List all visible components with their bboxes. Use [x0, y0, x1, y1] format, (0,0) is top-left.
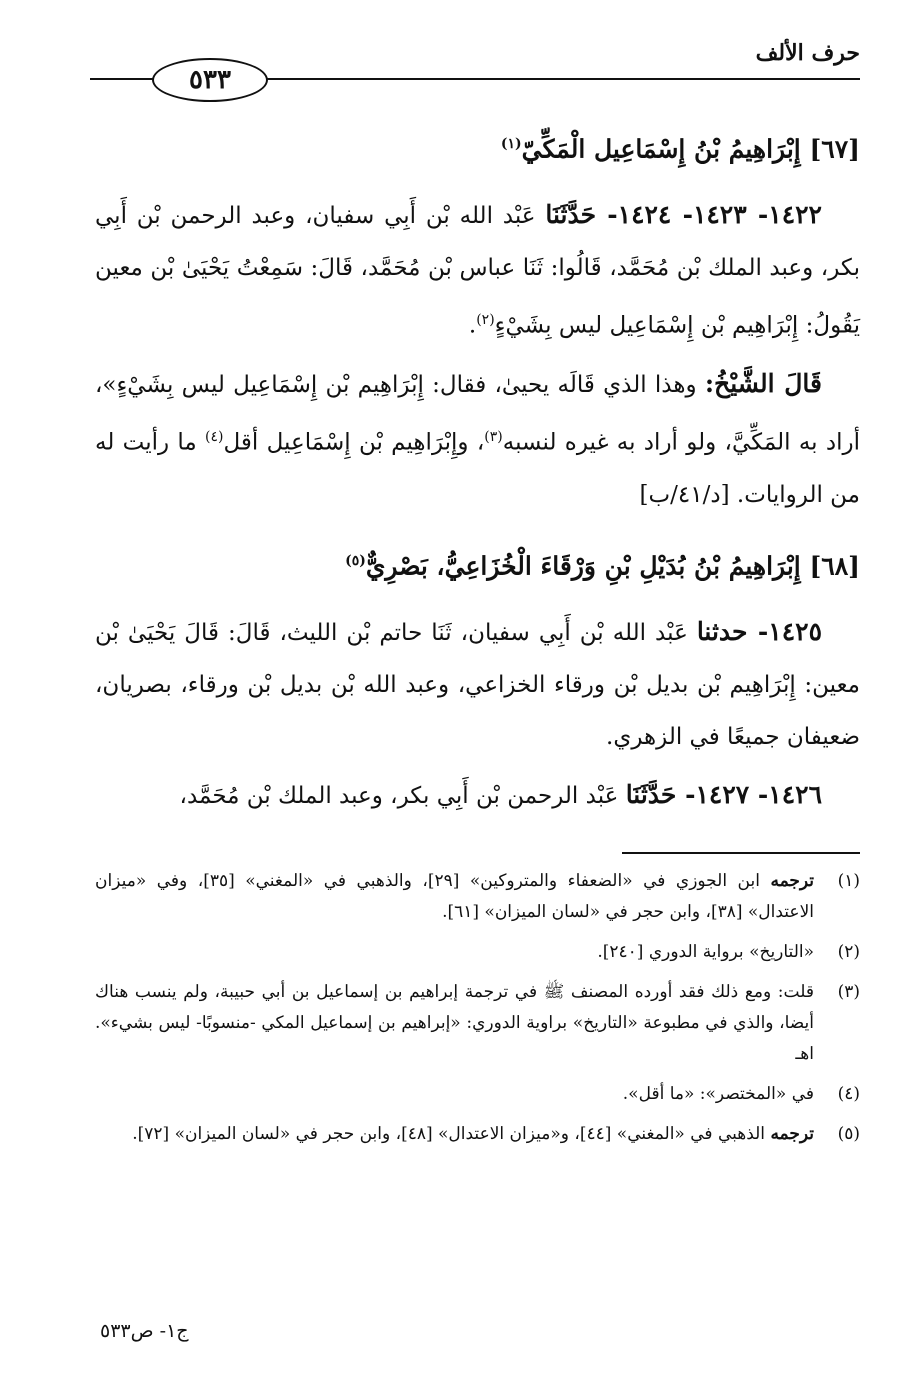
entry-heading: [٦٧] إِبْرَاهِيمُ بْنُ إِسْمَاعِيل الْمَكِّيّ$^{(١)}$: [500, 134, 860, 164]
footnote-number: (٣): [837, 982, 860, 1002]
narration-paragraph: ١٤٢٥- حدثنا عَبْد الله بْن أَبِي سفيان، ثَنَا حاتم بْن الليث، قَالَ: قَالَ يَحْيَىٰ بْن معين: إِبْرَاهِيم بْن بديل بْن ورقاء الخزاعي، وعبد الله بْن بديل بْن ورقاء، بصريان، ضعيفان جميعًا في الزهري.: [95, 616, 860, 750]
footnote-number: (٢): [837, 942, 860, 962]
narration-paragraph: ١٤٢٢- ١٤٢٣- ١٤٢٤- حَدَّثَنَا عَبْد الله بْن أَبِي سفيان، وعبد الرحمن بْن أَبِي بكر، وعبد الملك بْن مُحَمَّد، قَالُوا: ثَنَا عباس بْن مُحَمَّد، قَالَ: سَمِعْتُ يَحْيَىٰ بْن معين يَقُولُ: إِبْرَاهِيم بْن إِسْمَاعِيل ليس بِشَيْءٍ$^{(٢)}$.: [95, 200, 860, 339]
footnote: (٢) «التاريخ» برواية الدوري [٢٤٠].: [95, 937, 860, 968]
footnote: (١) ترجمه ابن الجوزي في «الضعفاء والمتروكين» [٢٩]، والذهبي في «المغني» [٣٥]، وفي «ميزان الاعتدال» [٣٨]، وابن حجر في «لسان الميزان» [٦١].: [95, 866, 860, 928]
footnote-number: (٤): [837, 1084, 860, 1104]
footnote-ref: (٣): [484, 428, 503, 445]
footnote-separator: [622, 852, 860, 854]
footnote: (٣) قلت: ومع ذلك فقد أورده المصنف ﷺ في ترجمة إبراهيم بن إسماعيل بن أبي حبيبة، ولم ينسب هناك أيضا، والذي في مطبوعة «التاريخ» براوية الدوري: «إبراهيم بن إسماعيل المكي -منسوبًا- ليس بشيء». اهـ: [95, 977, 860, 1070]
footnote-number: (١): [837, 871, 860, 891]
page-number: ٥٣٣: [189, 65, 231, 95]
main-text: [95, 118, 860, 828]
page-header: [90, 40, 860, 100]
hadith-number: ١٤٢٢- ١٤٢٣- ١٤٢٤- حَدَّثَنَا: [545, 200, 822, 230]
footnote-number: (٥): [837, 1124, 860, 1144]
hadith-number: ١٤٢٦- ١٤٢٧- حَدَّثَنَا: [625, 779, 822, 809]
running-title: حرف الألف: [755, 40, 860, 66]
volume-page-reference: ج١- ص٥٣٣: [100, 1320, 189, 1342]
hadith-number: ١٤٢٥- حدثنا: [696, 616, 823, 646]
footnotes: [95, 866, 860, 1159]
narration-paragraph: ١٤٢٦- ١٤٢٧- حَدَّثَنَا عَبْد الرحمن بْن أَبِي بكر، وعبد الملك بْن مُحَمَّد،: [179, 779, 822, 809]
page-number-badge: [152, 58, 268, 102]
entry-heading: [٦٨] إِبْرَاهِيمُ بْنُ بُدَيْلِ بْنِ وَرْقَاءَ الْخُزَاعِيُّ، بَصْرِيٌّ$^{(٥)}$: [345, 550, 860, 580]
footnote-ref: (٢): [476, 312, 495, 329]
footnote: (٤) في «المختصر»: «ما أقل».: [95, 1079, 860, 1110]
footnote: (٥) ترجمه الذهبي في «المغني» [٤٤]، و«ميزان الاعتدال» [٤٨]، وابن حجر في «لسان الميزان» [٧٢].: [95, 1119, 860, 1150]
footnote-ref: (١): [500, 136, 522, 152]
commentary-paragraph: قَالَ الشَّيْخُ: وهذا الذي قَالَه يحيىٰ، فقال: إِبْرَاهِيم بْن إِسْمَاعِيل ليس بِشَيْءٍ»، أراد به المَكِّيَّ، ولو أراد به غيره لنسبه$^{(٣)}$، وإِبْرَاهِيم بْن إِسْمَاعِيل أقل$^{(٤)}$ ما رأيت له من الروايات. [د/٤١/ب]: [95, 368, 860, 508]
footnote-ref: (٥): [345, 552, 366, 569]
shaykh-label: قَالَ الشَّيْخُ:: [704, 368, 822, 398]
footnote-ref: (٤): [205, 428, 224, 445]
